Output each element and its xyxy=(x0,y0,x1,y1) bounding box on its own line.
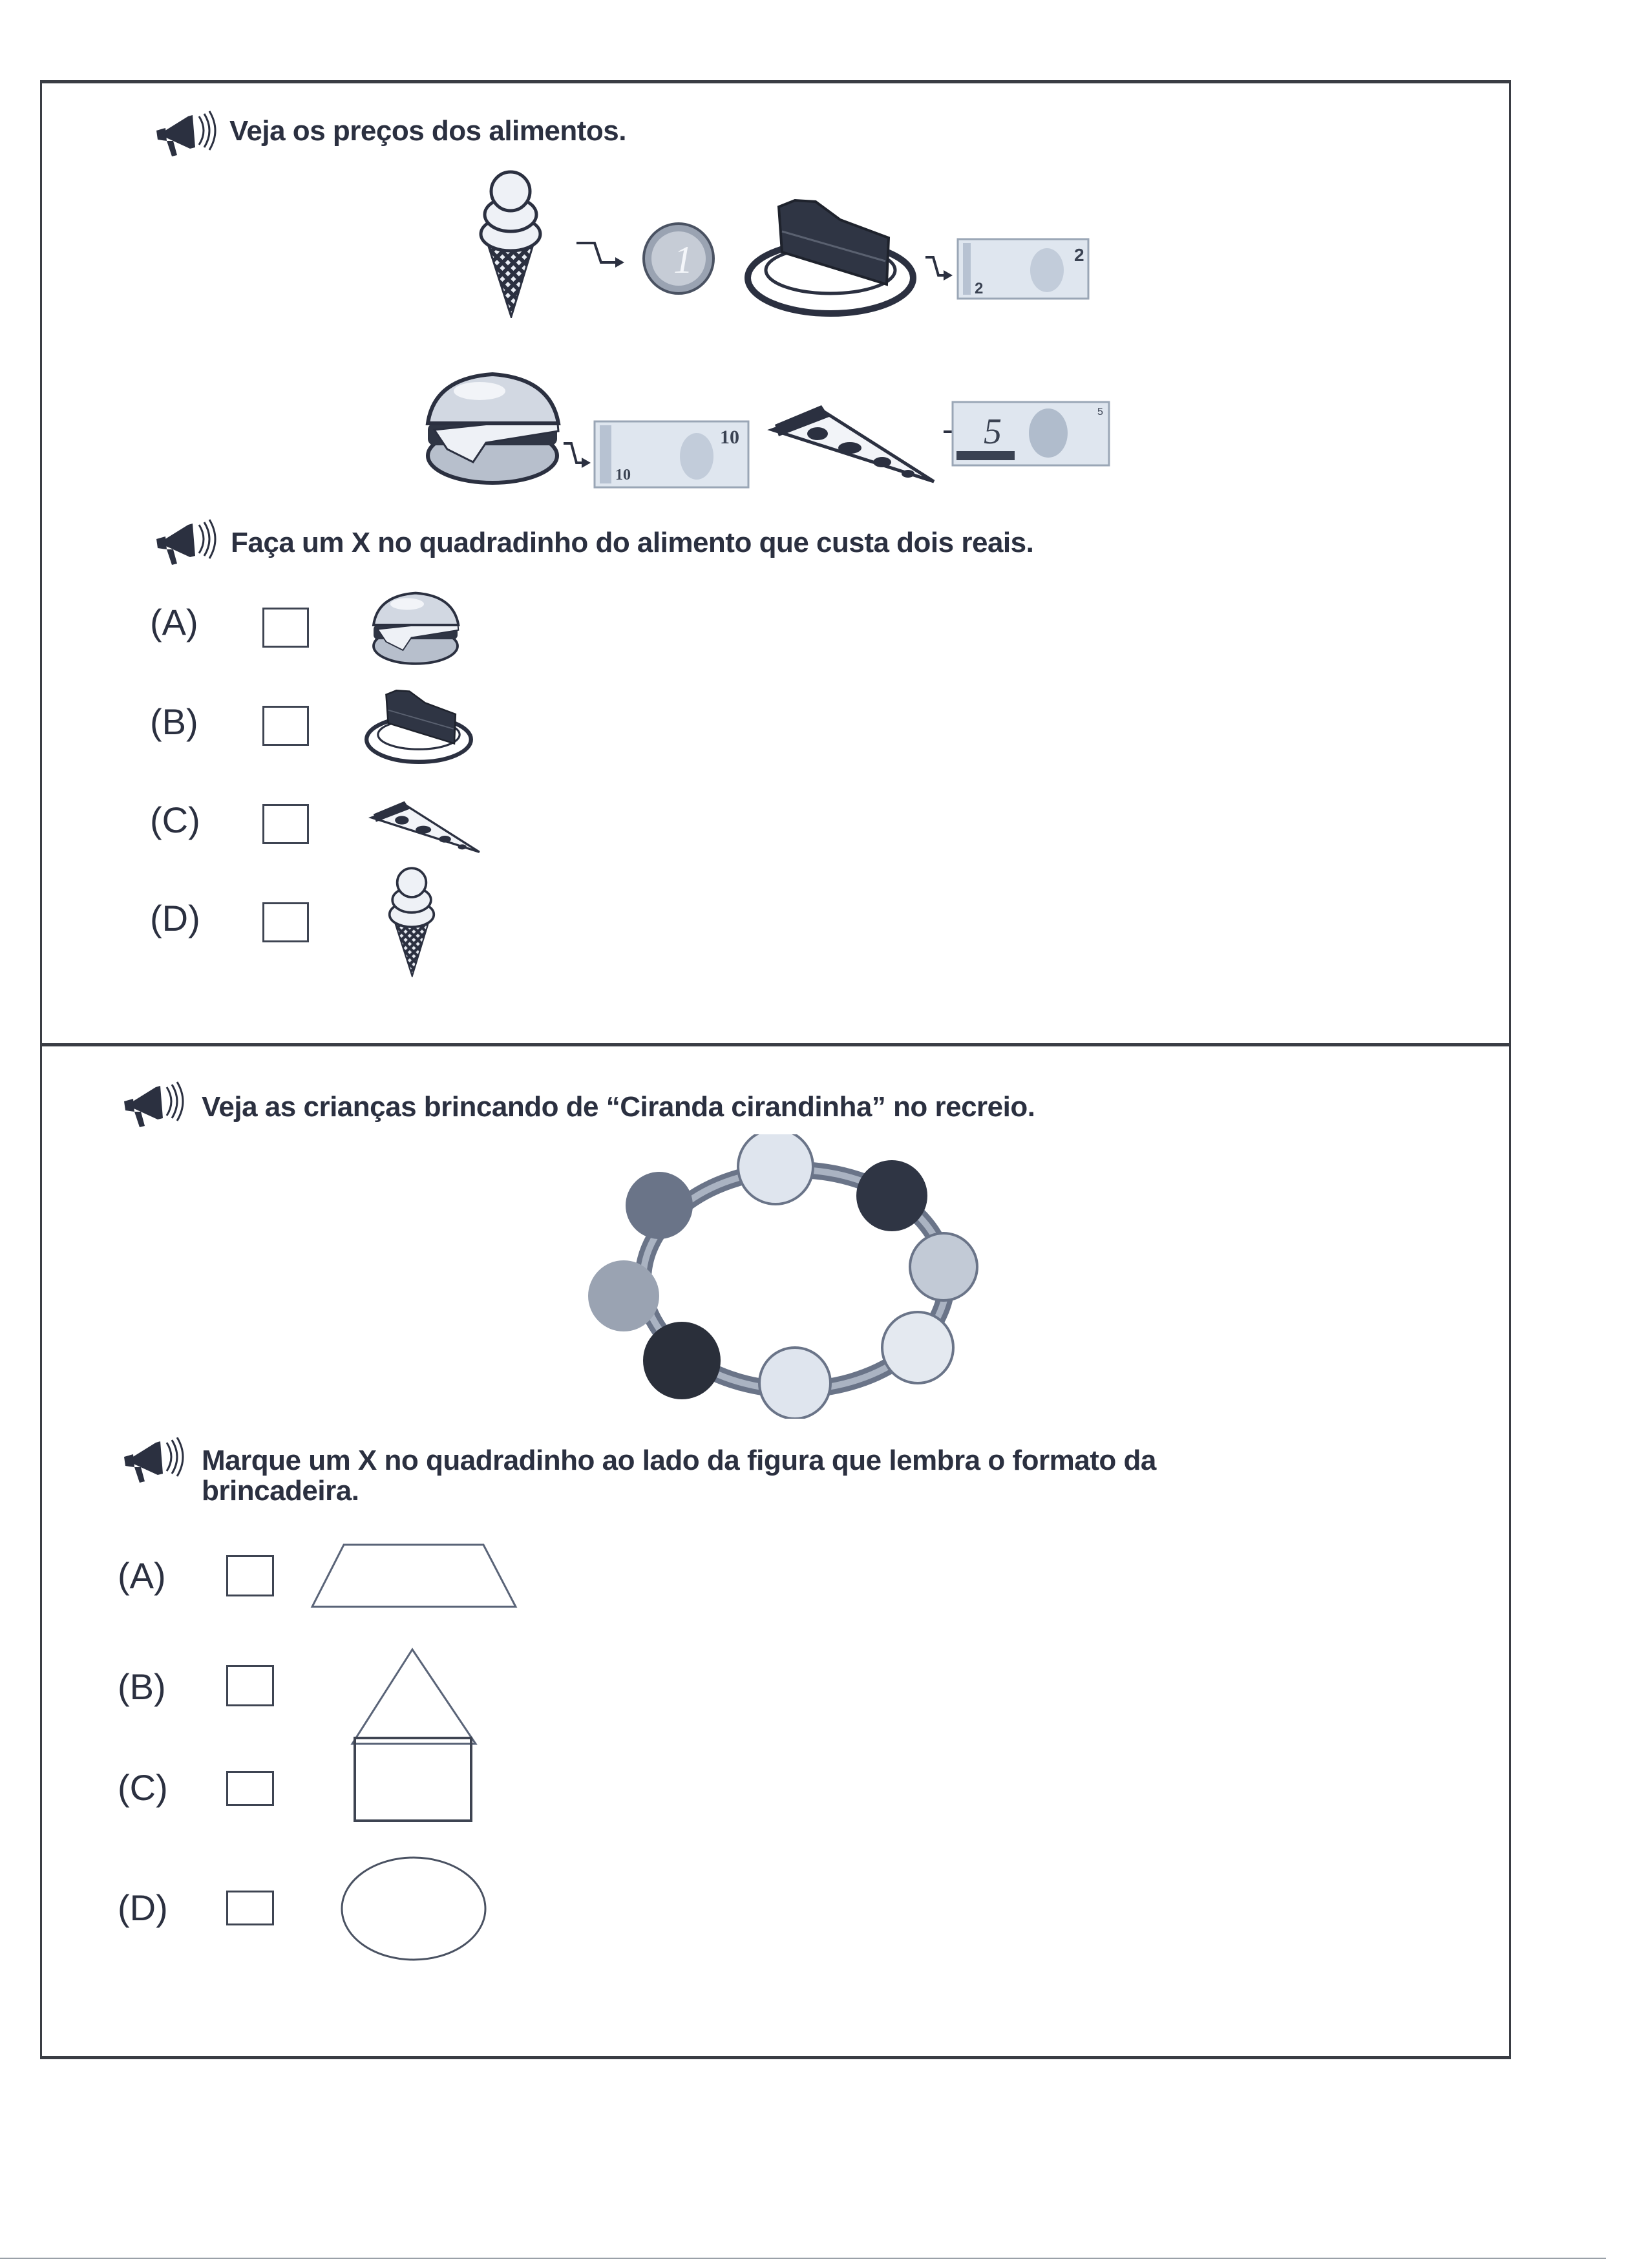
coin-1-real-icon xyxy=(640,220,717,297)
option-d-checkbox[interactable] xyxy=(226,1891,274,1925)
megaphone-icon xyxy=(153,517,224,569)
trapezoid-shape xyxy=(309,1542,520,1611)
hamburger-icon xyxy=(361,583,470,667)
instruction-shape-line1: Marque um X no quadradinho ao lado da figura que lembra o formato da xyxy=(202,1445,1156,1476)
pizza-icon xyxy=(766,391,940,488)
option-b-checkbox[interactable] xyxy=(226,1665,274,1706)
svg-text:5: 5 xyxy=(984,412,1002,452)
children-circle-illustration xyxy=(569,1134,1021,1419)
page-bottom-line xyxy=(0,2258,1606,2259)
option-b-checkbox[interactable] xyxy=(262,706,309,746)
megaphone-icon xyxy=(120,1079,191,1131)
instruction-ciranda: Veja as crianças brincando de “Ciranda cirandinha” no recreio. xyxy=(202,1091,1035,1123)
hamburger-icon xyxy=(408,359,576,488)
instruction-prices: Veja os preços dos alimentos. xyxy=(229,115,626,147)
instruction-shape-line2: brincadeira. xyxy=(202,1475,359,1507)
option-d-label: (D) xyxy=(118,1887,168,1928)
svg-text:1: 1 xyxy=(673,238,693,281)
banknote-10-reais-icon xyxy=(593,420,750,489)
option-c-label: (C) xyxy=(150,800,200,840)
ice-cream-icon xyxy=(475,169,546,318)
cake-icon xyxy=(363,686,474,764)
svg-text:2: 2 xyxy=(975,280,984,297)
worksheet-frame xyxy=(40,80,1511,2059)
section-divider xyxy=(40,1043,1511,1046)
option-d-checkbox[interactable] xyxy=(262,902,309,942)
arrow-icon xyxy=(575,239,627,271)
circle-shape xyxy=(339,1855,489,1962)
option-c-label: (C) xyxy=(118,1767,168,1808)
banknote-5-reais-icon xyxy=(951,401,1110,467)
option-a-checkbox[interactable] xyxy=(226,1555,274,1596)
triangle-shape xyxy=(349,1647,480,1748)
option-c-checkbox[interactable] xyxy=(262,804,309,844)
option-a-checkbox[interactable] xyxy=(262,608,309,648)
svg-text:2: 2 xyxy=(1074,245,1084,265)
cake-icon xyxy=(743,194,918,317)
megaphone-icon xyxy=(153,109,224,160)
megaphone-icon xyxy=(120,1435,191,1487)
option-d-label: (D) xyxy=(150,898,200,938)
square-shape xyxy=(353,1736,474,1824)
option-b-label: (B) xyxy=(118,1666,166,1707)
pizza-icon xyxy=(366,792,485,856)
arrow-icon xyxy=(562,440,595,472)
svg-text:5: 5 xyxy=(1097,407,1103,418)
instruction-two-reais: Faça um X no quadradinho do alimento que custa dois reais. xyxy=(231,527,1034,558)
option-a-label: (A) xyxy=(150,602,198,642)
option-b-label: (B) xyxy=(150,701,198,742)
arrow-icon xyxy=(924,252,956,284)
ice-cream-icon xyxy=(385,866,438,977)
svg-text:10: 10 xyxy=(720,427,739,448)
svg-text:10: 10 xyxy=(615,467,631,483)
option-c-checkbox[interactable] xyxy=(226,1771,274,1806)
option-a-label: (A) xyxy=(118,1555,166,1596)
banknote-2-reais-icon xyxy=(956,238,1090,300)
